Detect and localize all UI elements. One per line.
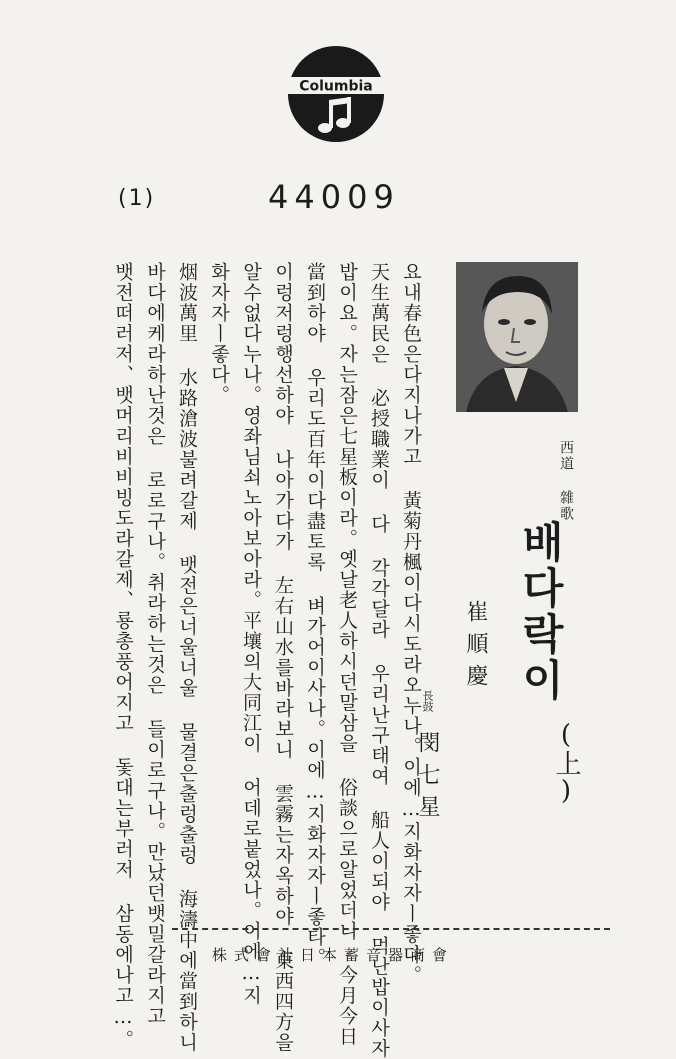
lyric-line: 이렁저렁행선하야 나아가다가 左右山水를바라보니 雲霧는자옥하야 東西四方을 <box>272 262 294 1053</box>
lyric-line: 天生萬民은 必授職業이 다 각각달라 우리난구태여 船人이되야 먹난밥이사자 <box>368 262 390 1059</box>
song-title: 배다락이 <box>516 520 565 704</box>
genre-label: 西道 雜歌 <box>558 440 574 522</box>
lyric-line: 알수없다누나。영좌님쇠노아보아라。平壤의大同江이 어데로붙었나。이에…지 <box>240 262 262 1006</box>
accompanist-role: 長鼓 <box>421 690 434 712</box>
company-name: 株式會社日本蓄音器商會 <box>212 946 455 964</box>
columbia-logo <box>286 44 386 144</box>
accompanist-name: 閔七星 <box>415 731 440 827</box>
catalog-number: 44009 <box>268 178 400 216</box>
singer-portrait <box>456 262 578 412</box>
page-number: (1) <box>118 186 156 211</box>
lyric-line: 烟波萬里 水路滄波불려갈제 뱃전은너울너울 물결은출렁출렁 海濤中에當到하니 <box>176 262 198 1053</box>
logo-text: Columbia <box>299 78 373 95</box>
lyric-line: 요내春色은다지나가고 黃菊丹楓이다시도라오누나。이에…지화자자ㅣ좋다。 <box>400 262 422 986</box>
lyric-line: 當到하야 우리도百年이다盡토록 벼가어이사나。이에…지화자자ㅣ좋타。 <box>304 262 326 968</box>
lyric-line: 바다에케라하난것은 로로구나。취라하는것은 들이로구나。만났던뱃밀갈라지고 <box>144 262 166 1027</box>
lyric-line: 뱃전떠러저、뱃머리비비빙도라갈제、룡총풍어지고 돛대는부러저 삼동에나고…。 <box>112 262 134 1050</box>
lyric-line: 밥이요。자는잠은七星板이라。옛날老人하시던말삼을 俗談으로알었더니 今月今日 <box>336 262 358 1047</box>
lyric-line: 화자자ㅣ좋다。 <box>208 262 230 406</box>
singer-name: 崔順慶 <box>463 600 488 696</box>
part-label: (上) <box>551 720 581 806</box>
footer-divider <box>172 928 610 930</box>
